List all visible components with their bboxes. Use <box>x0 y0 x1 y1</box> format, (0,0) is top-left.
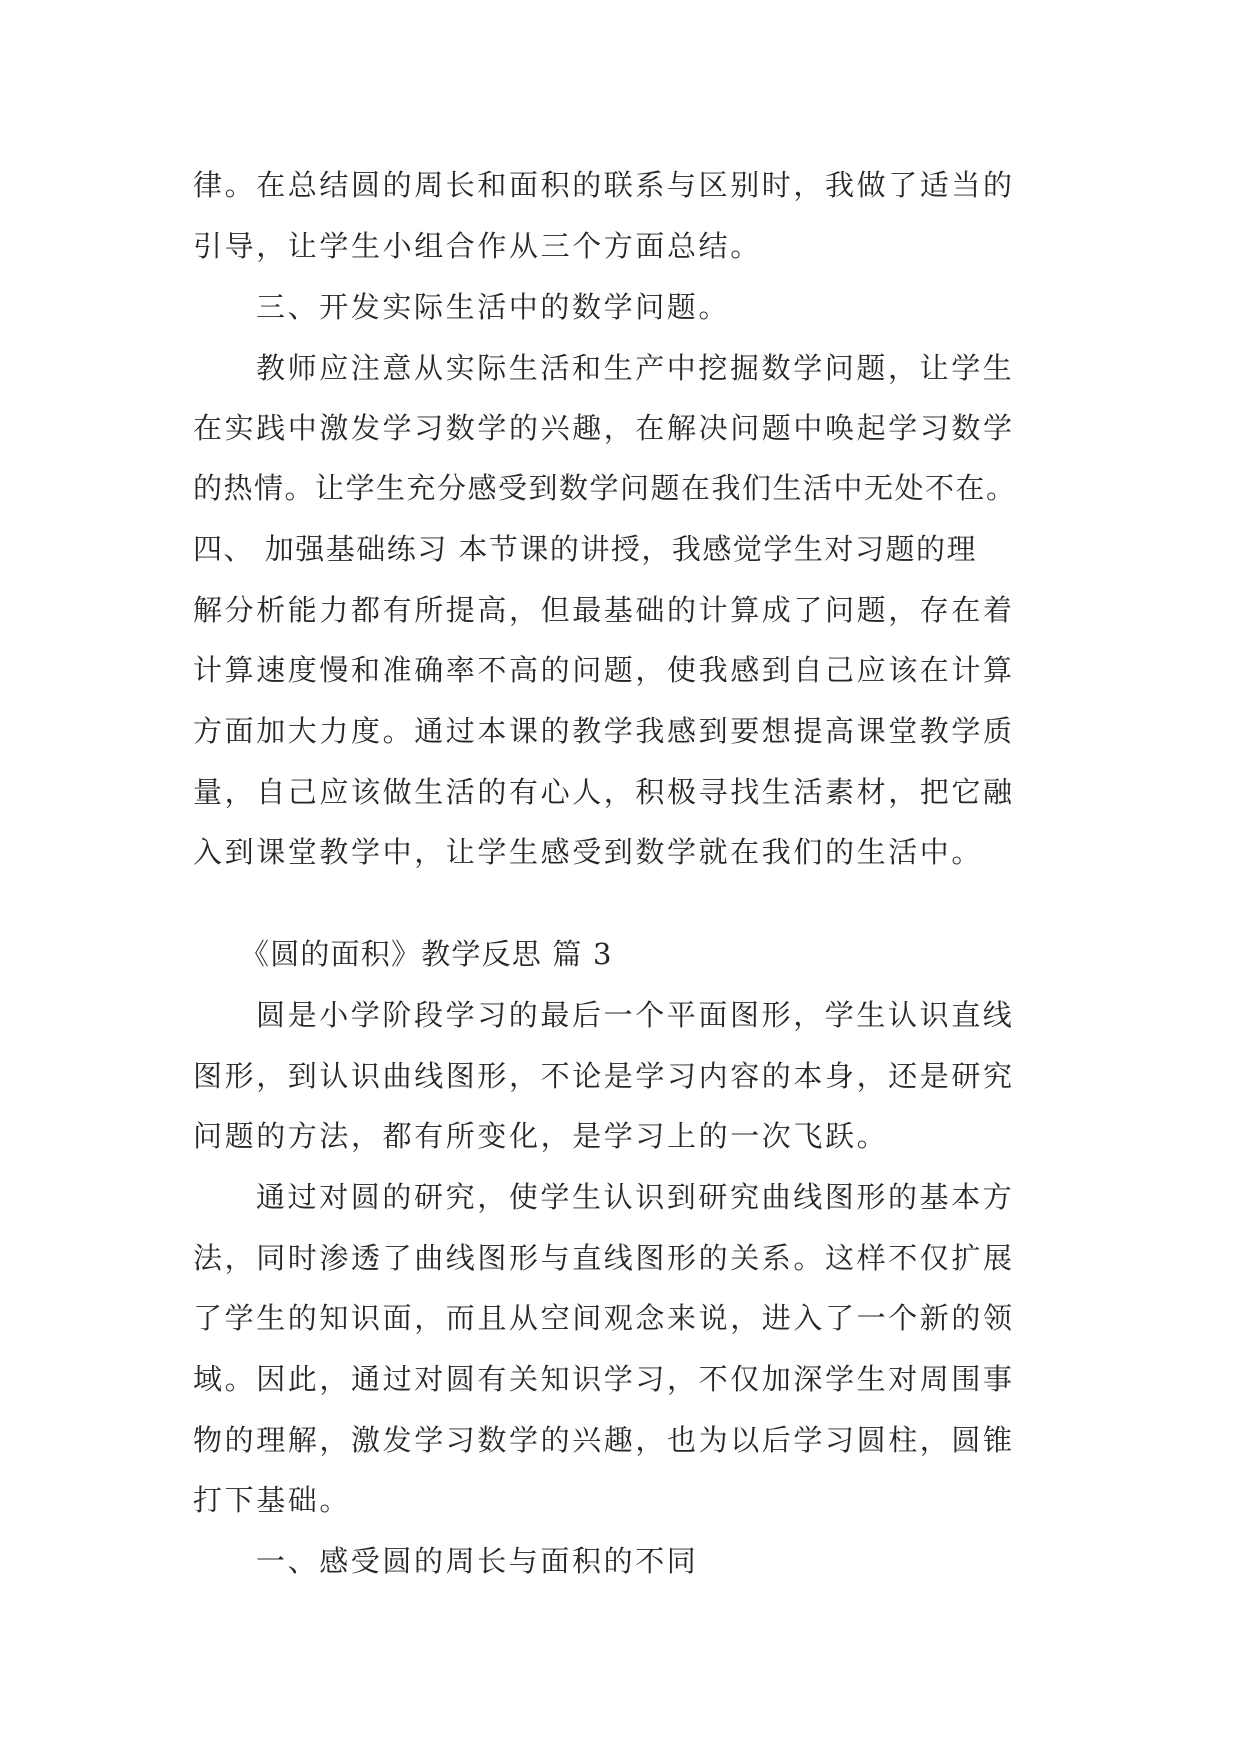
text-line: 引导，让学生小组合作从三个方面总结。 <box>193 229 762 263</box>
text-line: 入到课堂教学中，让学生感受到数学就在我们的生活中。 <box>193 835 984 869</box>
text-line: 圆是小学阶段学习的最后一个平面图形，学生认识直线 <box>256 998 1015 1032</box>
text-line: 计算速度慢和准确率不高的问题，使我感到自己应该在计算 <box>193 653 1015 687</box>
section-heading: 三、开发实际生活中的数学问题。 <box>256 290 731 324</box>
text-line: 律。在总结圆的周长和面积的联系与区别时，我做了适当的 <box>193 168 1015 202</box>
text-line: 通过对圆的研究，使学生认识到研究曲线图形的基本方 <box>256 1180 1015 1214</box>
text-line: 了学生的知识面，而且从空间观念来说，进入了一个新的领 <box>193 1301 1015 1335</box>
text-line: 量，自己应该做生活的有心人，积极寻找生活素材，把它融 <box>193 775 1015 809</box>
text-line: 教师应注意从实际生活和生产中挖掘数学问题，让学生 <box>256 351 1015 385</box>
text-line: 域。因此，通过对圆有关知识学习，不仅加深学生对周围事 <box>193 1362 1015 1396</box>
text-line: 法，同时渗透了曲线图形与直线图形的关系。这样不仅扩展 <box>193 1241 1015 1275</box>
text-line: 在实践中激发学习数学的兴趣，在解决问题中唤起学习数学 <box>193 411 1015 445</box>
text-line: 物的理解，激发学习数学的兴趣，也为以后学习圆柱，圆锥 <box>193 1423 1015 1457</box>
text-line: 四、 加强基础练习 本节课的讲授，我感觉学生对习题的理 <box>193 532 977 566</box>
text-line: 方面加大力度。通过本课的教学我感到要想提高课堂教学质 <box>193 714 1015 748</box>
text-line: 打下基础。 <box>193 1483 352 1517</box>
article-title: 《圆的面积》教学反思 篇 3 <box>240 937 613 971</box>
text-line: 解分析能力都有所提高，但最基础的计算成了问题，存在着 <box>193 593 1015 627</box>
text-line: 的热情。让学生充分感受到数学问题在我们生活中无处不在。 <box>193 471 1017 505</box>
section-heading: 一、感受圆的周长与面积的不同 <box>256 1544 699 1578</box>
text-line: 问题的方法，都有所变化，是学习上的一次飞跃。 <box>193 1119 889 1153</box>
text-line: 图形，到认识曲线图形，不论是学习内容的本身，还是研究 <box>193 1059 1015 1093</box>
